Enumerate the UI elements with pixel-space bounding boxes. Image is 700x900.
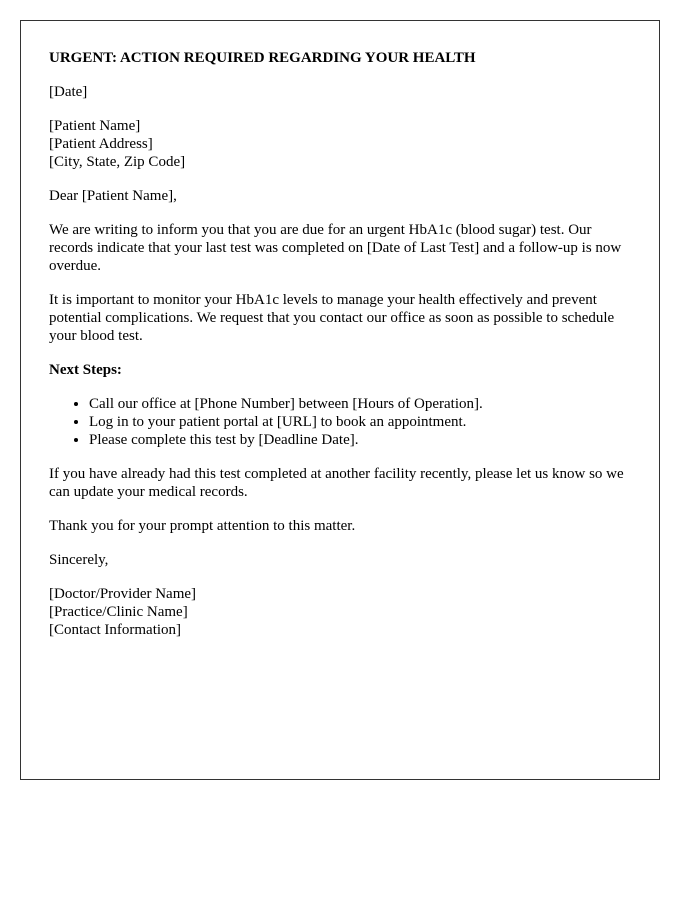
body-paragraph-1: We are writing to inform you that you are due for an urgent HbA1c (blood sugar) test. Our records indicate that your last test was completed on [Date of Last Test] and a follow-up is now overdue. <box>49 222 622 274</box>
closing: Sincerely, <box>49 552 109 568</box>
signature-practice: [Practice/Clinic Name] <box>49 604 188 620</box>
signature-block <box>49 585 631 639</box>
next-steps-heading: Next Steps: <box>49 362 122 378</box>
letter-date: [Date] <box>49 84 88 100</box>
body-paragraph-4: Thank you for your prompt attention to this matter. <box>49 518 356 534</box>
recipient-address: [Patient Address] <box>49 136 153 152</box>
recipient-name: [Patient Name] <box>49 118 141 134</box>
letter-title: URGENT: ACTION REQUIRED REGARDING YOUR HEALTH <box>49 50 476 66</box>
signature-provider: [Doctor/Provider Name] <box>49 586 197 602</box>
list-item: • Please complete this test by [Deadline Date]. <box>89 431 631 449</box>
recipient-city-state-zip: [City, State, Zip Code] <box>49 154 186 170</box>
next-steps-list <box>49 395 631 449</box>
list-item: • Call our office at [Phone Number] between [Hours of Operation]. <box>89 395 631 413</box>
body-paragraph-2: It is important to monitor your HbA1c levels to manage your health effectively and prevent potential complications. We request that you contact our office as soon as possible to schedule your blood test. <box>49 292 615 344</box>
letter-page <box>20 20 660 780</box>
signature-contact: [Contact Information] <box>49 622 182 638</box>
salutation: Dear [Patient Name], <box>49 188 177 204</box>
recipient-address-block <box>49 117 631 171</box>
body-paragraph-3: If you have already had this test completed at another facility recently, please let us know so we can update your medical records. <box>49 466 624 500</box>
list-item: • Log in to your patient portal at [URL] to book an appointment. <box>89 413 631 431</box>
